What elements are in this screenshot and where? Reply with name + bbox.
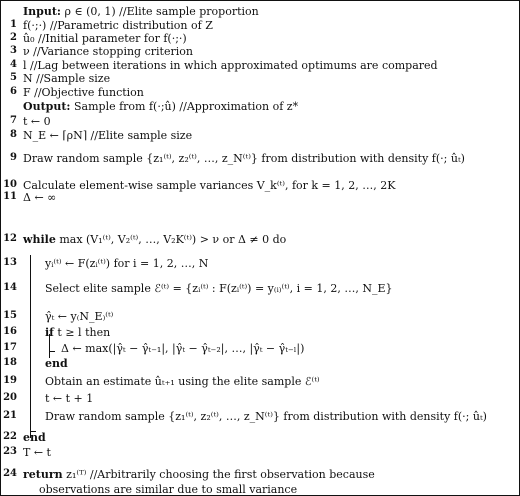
line-text — [23, 5, 259, 18]
statement: z₁⁽ᵀ⁾ //Arbitrarily choosing the first observation because — [62, 468, 375, 481]
line-text — [61, 342, 304, 355]
line-number: 13 — [3, 257, 17, 268]
line-number: 3 — [10, 45, 17, 56]
statement: T ← t — [23, 446, 51, 459]
line-number: 18 — [3, 357, 17, 368]
line-text — [45, 282, 392, 295]
while-scope-hook — [30, 431, 36, 432]
statement: N //Sample size — [23, 72, 111, 85]
line-number: 21 — [3, 410, 17, 421]
line-number: 20 — [3, 392, 17, 403]
while-scope-bar — [30, 255, 31, 438]
line-text — [23, 129, 192, 142]
line-text — [45, 375, 320, 388]
line-text — [45, 257, 208, 270]
line-text — [23, 100, 298, 113]
statement: Draw random sample {z₁⁽ᵗ⁾, z₂⁽ᵗ⁾, …, z_N⁽ᵗ⁾} from distribution with density f(·; ûₜ) — [45, 410, 487, 423]
statement: F //Objective function — [23, 86, 144, 99]
statement: observations are similar due to small variance — [39, 483, 298, 496]
line-text — [23, 115, 51, 128]
line-number: 24 — [3, 468, 17, 479]
line-number: 19 — [3, 375, 17, 386]
line-number: 17 — [3, 342, 17, 353]
keyword: while — [23, 233, 56, 246]
statement: t ← t + 1 — [45, 392, 94, 405]
line-text — [23, 19, 213, 32]
line-text — [23, 468, 375, 481]
line-number: 9 — [10, 152, 17, 163]
keyword: return — [23, 468, 63, 481]
line-text — [23, 152, 465, 165]
line-text — [23, 59, 438, 72]
statement: l //Lag between iterations in which approximated optimums are compared — [23, 59, 438, 72]
line-text — [23, 233, 286, 246]
line-number: 23 — [3, 446, 17, 457]
statement: max (V₁⁽ᵗ⁾, V₂⁽ᵗ⁾, …, V₂K⁽ᵗ⁾) > ν or Δ ≠ 0 do — [55, 233, 287, 246]
statement: γ̂ₜ ← y₍N_E₎⁽ᵗ⁾ — [45, 310, 114, 323]
line-text — [45, 357, 68, 370]
line-number: 10 — [3, 179, 17, 190]
statement: ρ ∈ (0, 1) //Elite sample proportion — [60, 5, 259, 18]
statement: t ← 0 — [23, 115, 51, 128]
line-number: 14 — [3, 282, 17, 293]
line-number: 15 — [3, 310, 17, 321]
statement: Obtain an estimate ûₜ₊₁ using the elite sample ℰ⁽ᵗ⁾ — [45, 375, 320, 388]
line-text — [23, 72, 110, 85]
statement: Select elite sample ℰ⁽ᵗ⁾ = {zᵢ⁽ᵗ⁾ : F(zᵢ⁽ᵗ⁾) = y₍ᵢ₎⁽ᵗ⁾, i = 1, 2, …, N_E} — [45, 282, 393, 295]
line-number: 4 — [10, 59, 17, 70]
statement: Δ ← ∞ — [23, 191, 57, 204]
if-scope-hook — [49, 351, 55, 352]
line-number: 1 — [10, 19, 17, 30]
line-text — [45, 410, 487, 423]
line-number: 22 — [3, 431, 17, 442]
keyword: end — [45, 357, 68, 370]
keyword: Output: — [23, 100, 71, 113]
statement: N_E ← ⌈ρN⌉ //Elite sample size — [23, 129, 193, 142]
line-text — [23, 431, 46, 444]
if-scope-bar — [49, 334, 50, 358]
statement: Sample from f(·;û) //Approximation of z* — [70, 100, 299, 113]
statement: yᵢ⁽ᵗ⁾ ← F(zᵢ⁽ᵗ⁾) for i = 1, 2, …, N — [45, 257, 209, 270]
line-number: 6 — [10, 86, 17, 97]
keyword: end — [23, 431, 46, 444]
line-number: 12 — [3, 233, 17, 244]
line-text — [45, 310, 113, 323]
line-number: 5 — [10, 72, 17, 83]
line-text — [45, 392, 93, 405]
keyword: Input: — [23, 5, 61, 18]
line-text — [23, 191, 56, 204]
keyword: if — [45, 326, 54, 339]
statement: û₀ //Initial parameter for f(·;·) — [23, 32, 187, 45]
statement: Δ ← max(|γ̂ₜ − γ̂ₜ₋₁|, |γ̂ₜ − γ̂ₜ₋₂|, …, |γ̂ₜ − γ̂ₜ₋ₗ|) — [61, 342, 305, 355]
statement: ν //Variance stopping criterion — [23, 45, 193, 58]
line-number: 8 — [10, 129, 17, 140]
line-text — [45, 326, 110, 339]
statement: f(·;·) //Parametric distribution of Z — [23, 19, 213, 32]
statement: Calculate element-wise sample variances V_k⁽ᵗ⁾, for k = 1, 2, …, 2K — [23, 179, 396, 192]
line-number: 11 — [3, 191, 17, 202]
line-text — [23, 446, 51, 459]
line-number: 16 — [3, 326, 17, 337]
line-number: 7 — [10, 115, 17, 126]
line-text — [39, 483, 297, 496]
line-number: 2 — [10, 32, 17, 43]
line-text — [23, 86, 144, 99]
statement: Draw random sample {z₁⁽ᵗ⁾, z₂⁽ᵗ⁾, …, z_N⁽ᵗ⁾} from distribution with density f(·; ûₜ) — [23, 152, 465, 165]
statement: t ≥ l then — [53, 326, 111, 339]
line-text — [23, 32, 187, 45]
line-text — [23, 45, 193, 58]
line-text — [23, 179, 395, 192]
